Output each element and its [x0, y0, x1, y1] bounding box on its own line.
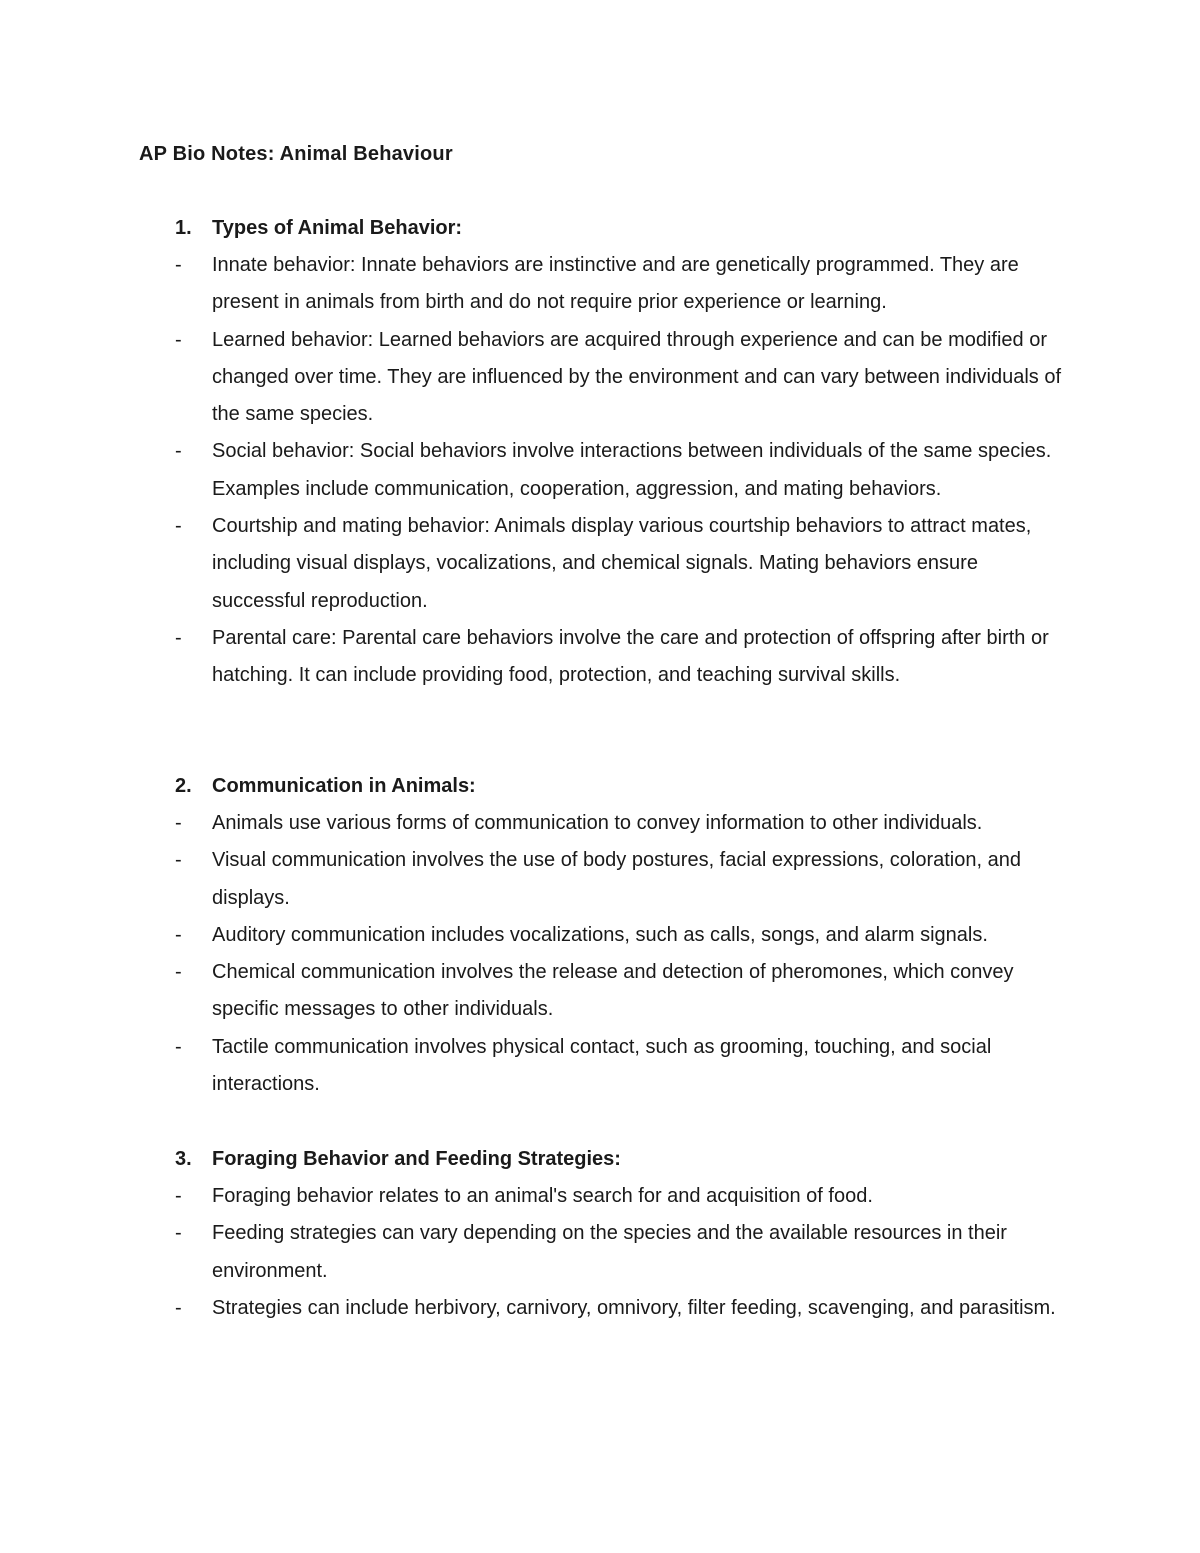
- bullet-marker: -: [175, 626, 182, 649]
- list-item: [175, 322, 1065, 434]
- section-types-of-behavior: [175, 210, 1065, 695]
- list-item-text: Parental care: Parental care behaviors involve the care and protection of offspring after birth or hatching. It can include providing food, protection, and teaching survival skills.: [212, 626, 1049, 687]
- section-number: 3.: [175, 1148, 192, 1170]
- section-heading: [175, 768, 1065, 805]
- list-item: [175, 1215, 1065, 1290]
- bullet-marker: -: [175, 515, 182, 538]
- list-item-text: Feeding strategies can vary depending on the species and the available resources in their environment.: [212, 1222, 1007, 1282]
- bullet-marker: -: [175, 328, 182, 351]
- list-item: [175, 1029, 1065, 1104]
- page-title: AP Bio Notes: Animal Behaviour: [139, 143, 453, 165]
- bullet-marker: -: [175, 1222, 182, 1245]
- section-title: Communication in Animals:: [212, 775, 476, 797]
- list-item-text: Strategies can include herbivory, carnivory, omnivory, filter feeding, scavenging, and parasitism.: [212, 1296, 1056, 1319]
- bullet-list: [175, 805, 1065, 1103]
- list-item: [175, 1290, 1065, 1327]
- list-item-text: Courtship and mating behavior: Animals display various courtship behaviors to attract mates, including visual displays, vocalizations, and chemical signals. Mating behaviors ensure successful reproduction.: [212, 515, 1032, 612]
- section-title: Types of Animal Behavior:: [212, 217, 463, 239]
- bullet-marker: -: [175, 812, 182, 834]
- list-item: [175, 954, 1065, 1029]
- bullet-list: [175, 247, 1065, 695]
- bullet-marker: -: [175, 923, 182, 946]
- list-item-text: Tactile communication involves physical contact, such as grooming, touching, and social interactions.: [212, 1035, 992, 1096]
- section-number: 2.: [175, 775, 192, 797]
- bullet-marker: -: [175, 1035, 182, 1058]
- bullet-marker: -: [175, 1185, 182, 1207]
- list-item: [175, 433, 1065, 508]
- bullet-marker: -: [175, 961, 182, 984]
- list-item: [175, 620, 1065, 695]
- list-item-text: Innate behavior: Innate behaviors are instinctive and are genetically programmed. They are present in animals from birth and do not require prior experience or learning.: [212, 254, 1019, 314]
- bullet-list: [175, 1178, 1065, 1327]
- list-item-text: Chemical communication involves the release and detection of pheromones, which convey specific messages to other individuals.: [212, 961, 1014, 1021]
- section-number: 1.: [175, 217, 192, 239]
- list-item-text: Foraging behavior relates to an animal's search for and acquisition of food.: [212, 1185, 873, 1207]
- list-item-text: Social behavior: Social behaviors involve interactions between individuals of the same species. Examples include communication, cooperation, aggression, and mating behaviors.: [212, 440, 1052, 500]
- bullet-marker: -: [175, 1296, 182, 1319]
- list-item: [175, 917, 1065, 954]
- list-item: [175, 247, 1065, 322]
- section-title: Foraging Behavior and Feeding Strategies:: [212, 1148, 621, 1170]
- list-item: [175, 805, 1065, 842]
- list-item-text: Learned behavior: Learned behaviors are acquired through experience and can be modified or changed over time. They are influenced by the environment and can vary between individuals of the same species.: [212, 328, 1062, 426]
- list-item-text: Visual communication involves the use of body postures, facial expressions, coloration, and displays.: [212, 849, 1021, 909]
- bullet-marker: -: [175, 440, 182, 463]
- list-item: [175, 842, 1065, 917]
- list-item: [175, 508, 1065, 620]
- list-item-text: Auditory communication includes vocalizations, such as calls, songs, and alarm signals.: [212, 923, 988, 946]
- bullet-marker: -: [175, 849, 182, 872]
- section-foraging: [175, 1141, 1065, 1327]
- section-communication: [175, 768, 1065, 1103]
- bullet-marker: -: [175, 254, 182, 276]
- list-item: [175, 1178, 1065, 1215]
- section-heading: [175, 210, 1065, 247]
- section-heading: [175, 1141, 1065, 1178]
- list-item-text: Animals use various forms of communication to convey information to other individuals.: [212, 812, 983, 834]
